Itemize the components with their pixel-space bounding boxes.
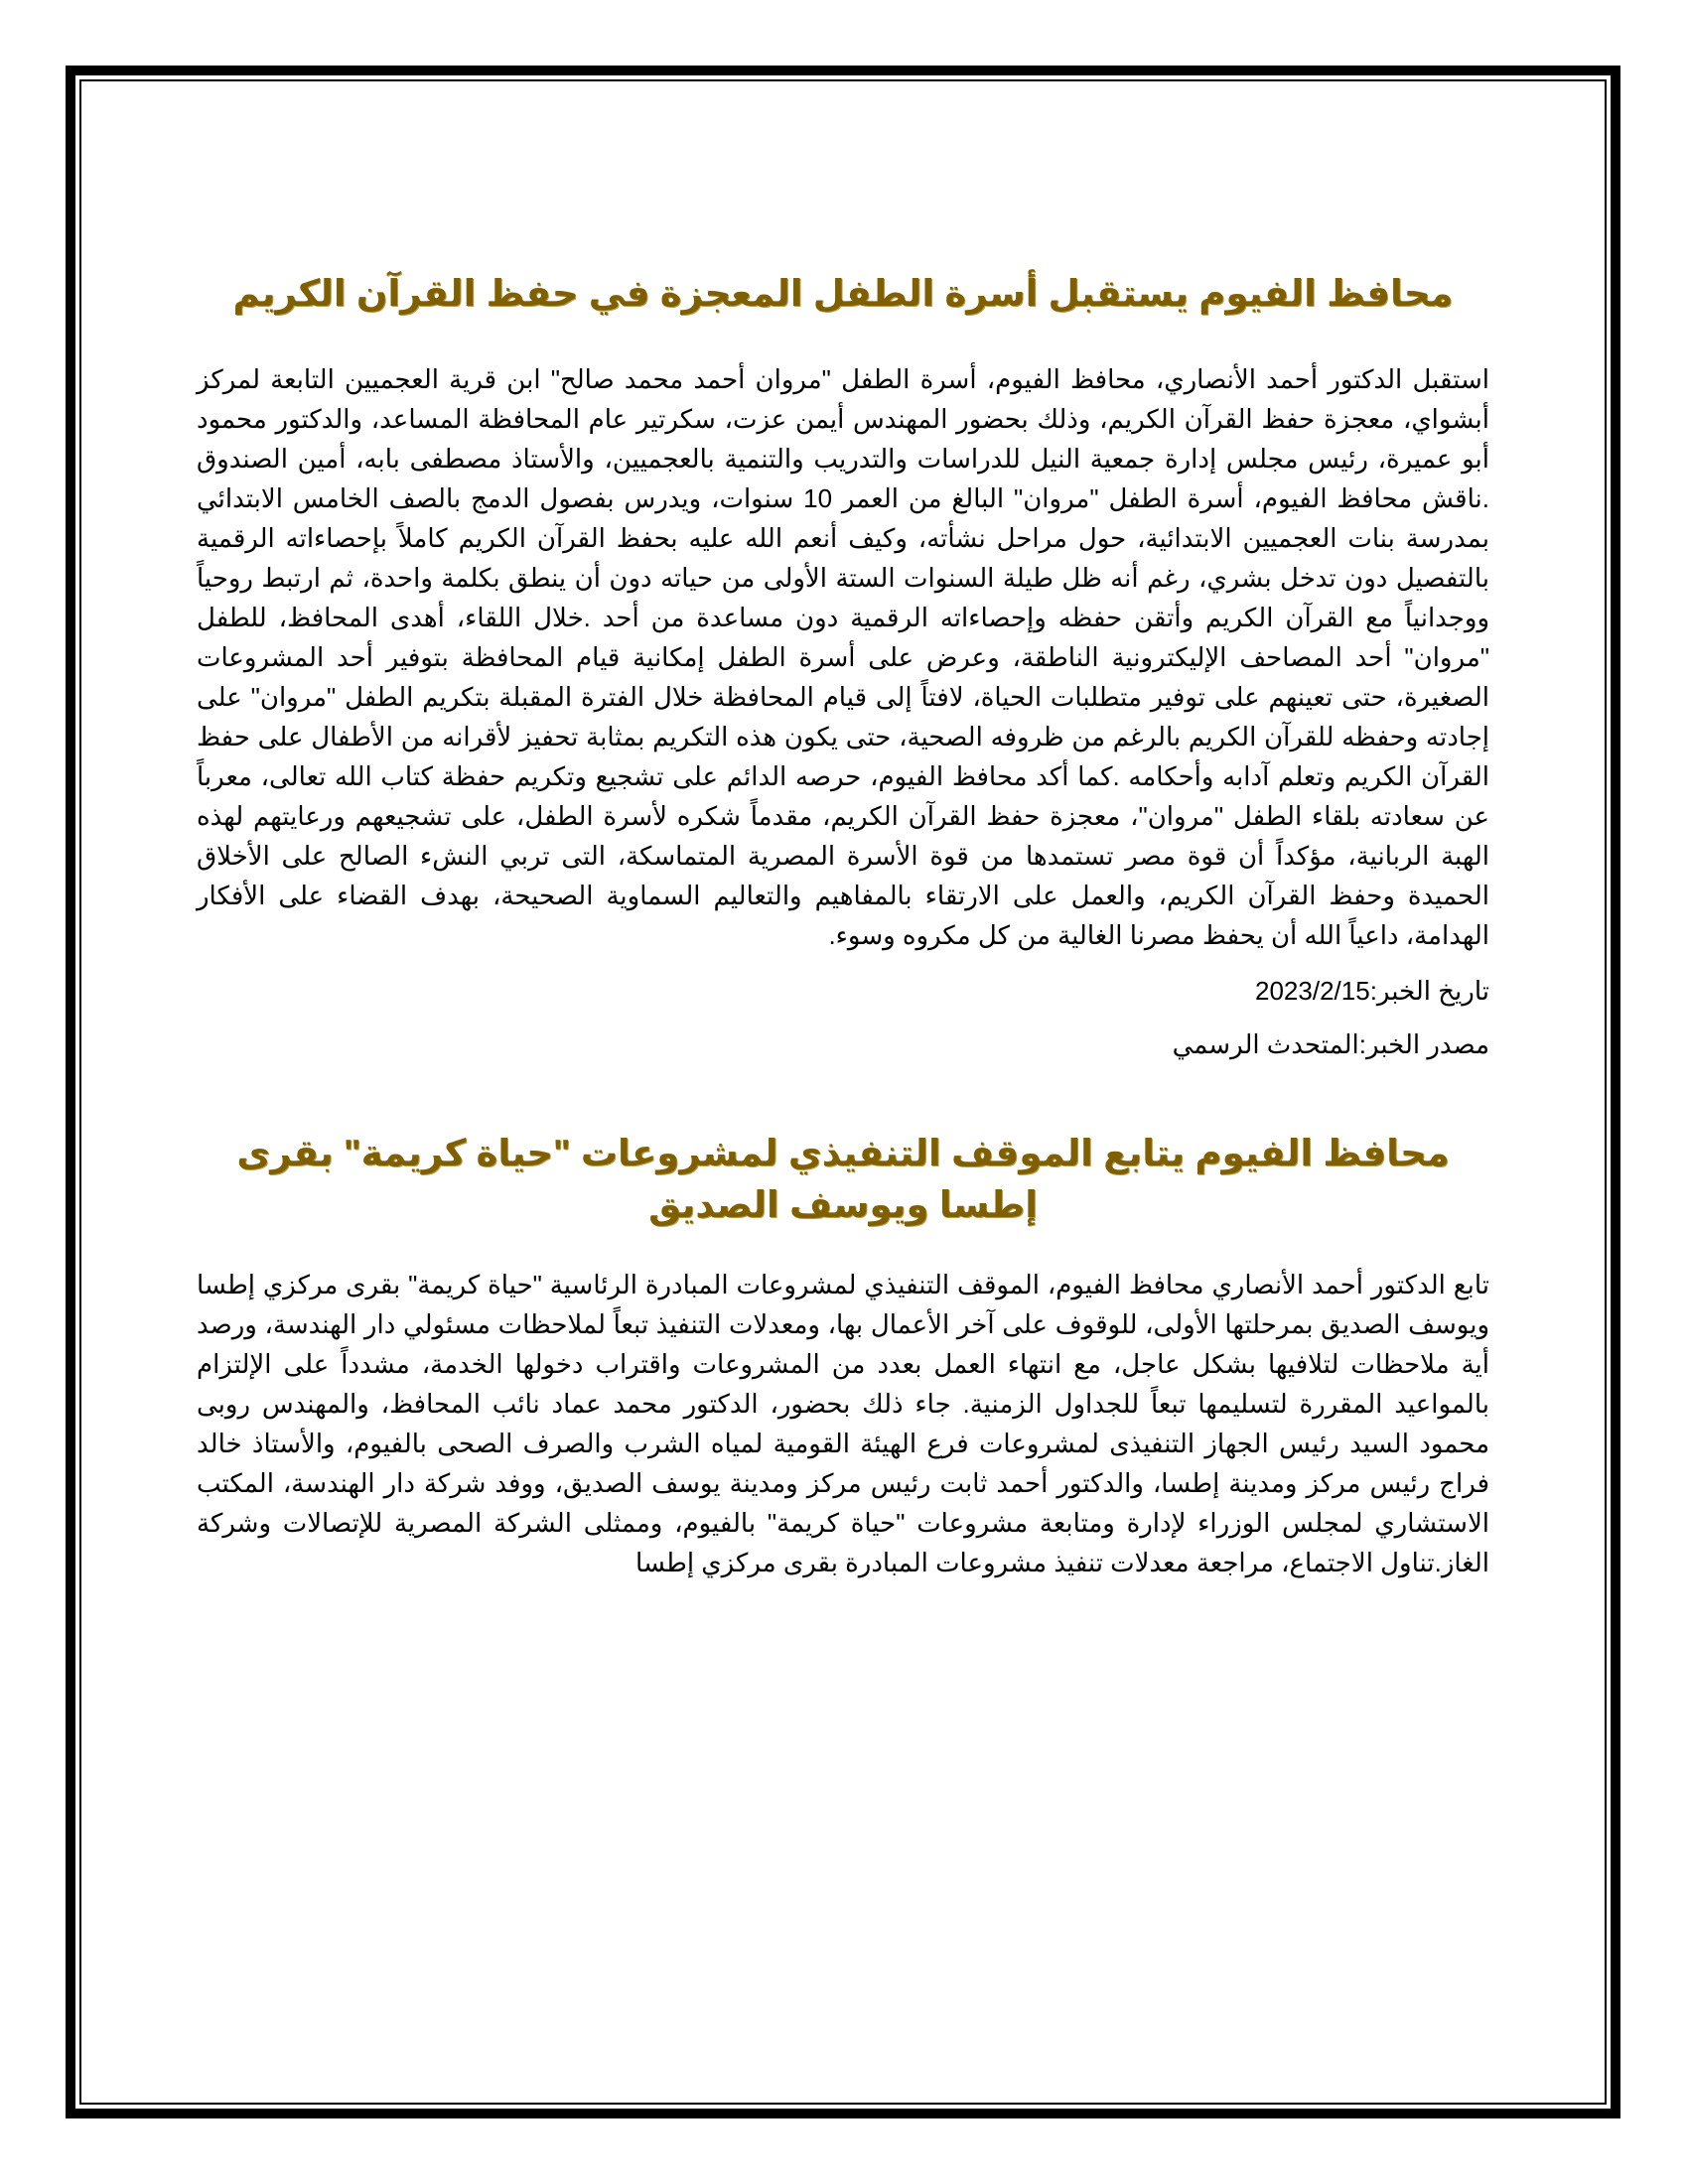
article-body: استقبل الدكتور أحمد الأنصاري، محافظ الفيوم، أسرة الطفل "مروان أحمد محمد صالح" ابن قرية العجميين التابعة لمركز أبشواي، معجزة حفظ القرآن الكريم، وذلك بحضور المهندس أيمن عزت، سكرتير عام المحافظة المساعد، والدكتور محمود أبو عميرة، رئيس مجلس إدارة جمعية النيل للدراسات والتدريب والتنمية بالعجميين، والأستاذ مصطفى بابه، أمين الصندوق .ناقش محافظ الفيوم، أسرة الطفل "مروان" البالغ من العمر 10 سنوات، ويدرس بفصول الدمج بالصف الخامس الابتدائي بمدرسة بنات العجميين الابتدائية، حول مراحل نشأته، وكيف أنعم الله عليه بحفظ القرآن الكريم كاملاً بإحصاءاته الرقمية بالتفصيل دون تدخل بشري، رغم أنه ظل طيلة السنوات الستة الأولى من حياته دون أن ينطق بكلمة واحدة، ثم ارتبط روحياً ووجدانياً مع القرآن الكريم وأتقن حفظه وإحصاءاته الرقمية دون مساعدة من أحد .خلال اللقاء، أهدى المحافظ، للطفل "مروان" أحد المصاحف الإليكترونية الناطقة، وعرض على أسرة الطفل إمكانية قيام المحافظة بتوفير أحد المشروعات الصغيرة، حتى تعينهم على توفير متطلبات الحياة، لافتاً إلى قيام المحافظة خلال الفترة المقبلة بتكريم الطفل "مروان" على إجادته وحفظه للقرآن الكريم بالرغم من ظروفه الصحية، حتى يكون هذه التكريم بمثابة تحفيز لأقرانه من الأطفال على حفظ القرآن الكريم وتعلم آدابه وأحكامه .كما أكد محافظ الفيوم، حرصه الدائم على تشجيع وتكريم حفظة كتاب الله تعالى، معرباً عن سعادته بلقاء الطفل "مروان"، معجزة حفظ القرآن الكريم، مقدماً شكره لأسرة الطفل، على تشجيعهم ورعايتهم لهذه الهبة الربانية، مؤكداً أن قوة مصر تستمدها من قوة الأسرة المصرية المتماسكة، التى تربي النشء الصالح على الأخلاق الحميدة وحفظ القرآن الكريم، والعمل على الارتقاء بالمفاهيم والتعاليم السماوية الصحيحة، بهدف القضاء على الأفكار الهدامة، داعياً الله أن يحفظ مصرنا الغالية من كل مكروه وسوء. xyxy=(197,364,1489,950)
news-date-value: 2023/2/15 xyxy=(1255,976,1370,1006)
article-title: محافظ الفيوم يتابع الموقف التنفيذي لمشروعات "حياة كريمة" بقرى إطسا ويوسف الصديق xyxy=(236,1133,1450,1225)
article-title: محافظ الفيوم يستقبل أسرة الطفل المعجزة في حفظ القرآن الكريم xyxy=(232,273,1454,314)
news-date xyxy=(197,971,1489,1011)
news-article-1 xyxy=(197,268,1489,1064)
news-source-label: مصدر الخبر: xyxy=(1358,1029,1489,1059)
news-date-label: تاريخ الخبر: xyxy=(1369,976,1489,1006)
document-page xyxy=(197,238,1489,1582)
article-body: تابع الدكتور أحمد الأنصاري محافظ الفيوم، الموقف التنفيذي لمشروعات المبادرة الرئاسية "حياة كريمة" بقرى مركزي إطسا ويوسف الصديق بمرحلتها الأولى، للوقوف على آخر الأعمال بها، ومعدلات التنفيذ تبعاً لملاحظات مسئولي دار الهندسة، ورصد أية ملاحظات لتلافيها بشكل عاجل، مع انتهاء العمل بعدد من المشروعات واقتراب دخولها الخدمة، مشدداً على الإلتزام بالمواعيد المقررة لتسليمها تبعاً للجداول الزمنية. جاء ذلك بحضور، الدكتور محمد عماد نائب المحافظ، والمهندس روبى محمود السيد رئيس الجهاز التنفيذى لمشروعات فرع الهيئة القومية لمياه الشرب والصرف الصحى بالفيوم، والأستاذ خالد فراج رئيس مركز ومدينة إطسا، والدكتور أحمد ثابت رئيس مركز ومدينة يوسف الصديق، ووفد شركة دار الهندسة، المكتب الاستشاري لمجلس الوزراء لإدارة ومتابعة مشروعات "حياة كريمة" بالفيوم، وممثلى الشركة المصرية للإتصالات وشركة الغاز.تناول الاجتماع، مراجعة معدلات تنفيذ مشروعات المبادرة بقرى مركزي إطسا xyxy=(197,1270,1489,1577)
news-article-2 xyxy=(197,1128,1489,1582)
news-source-value: المتحدث الرسمي xyxy=(1172,1029,1359,1059)
news-source xyxy=(197,1024,1489,1064)
